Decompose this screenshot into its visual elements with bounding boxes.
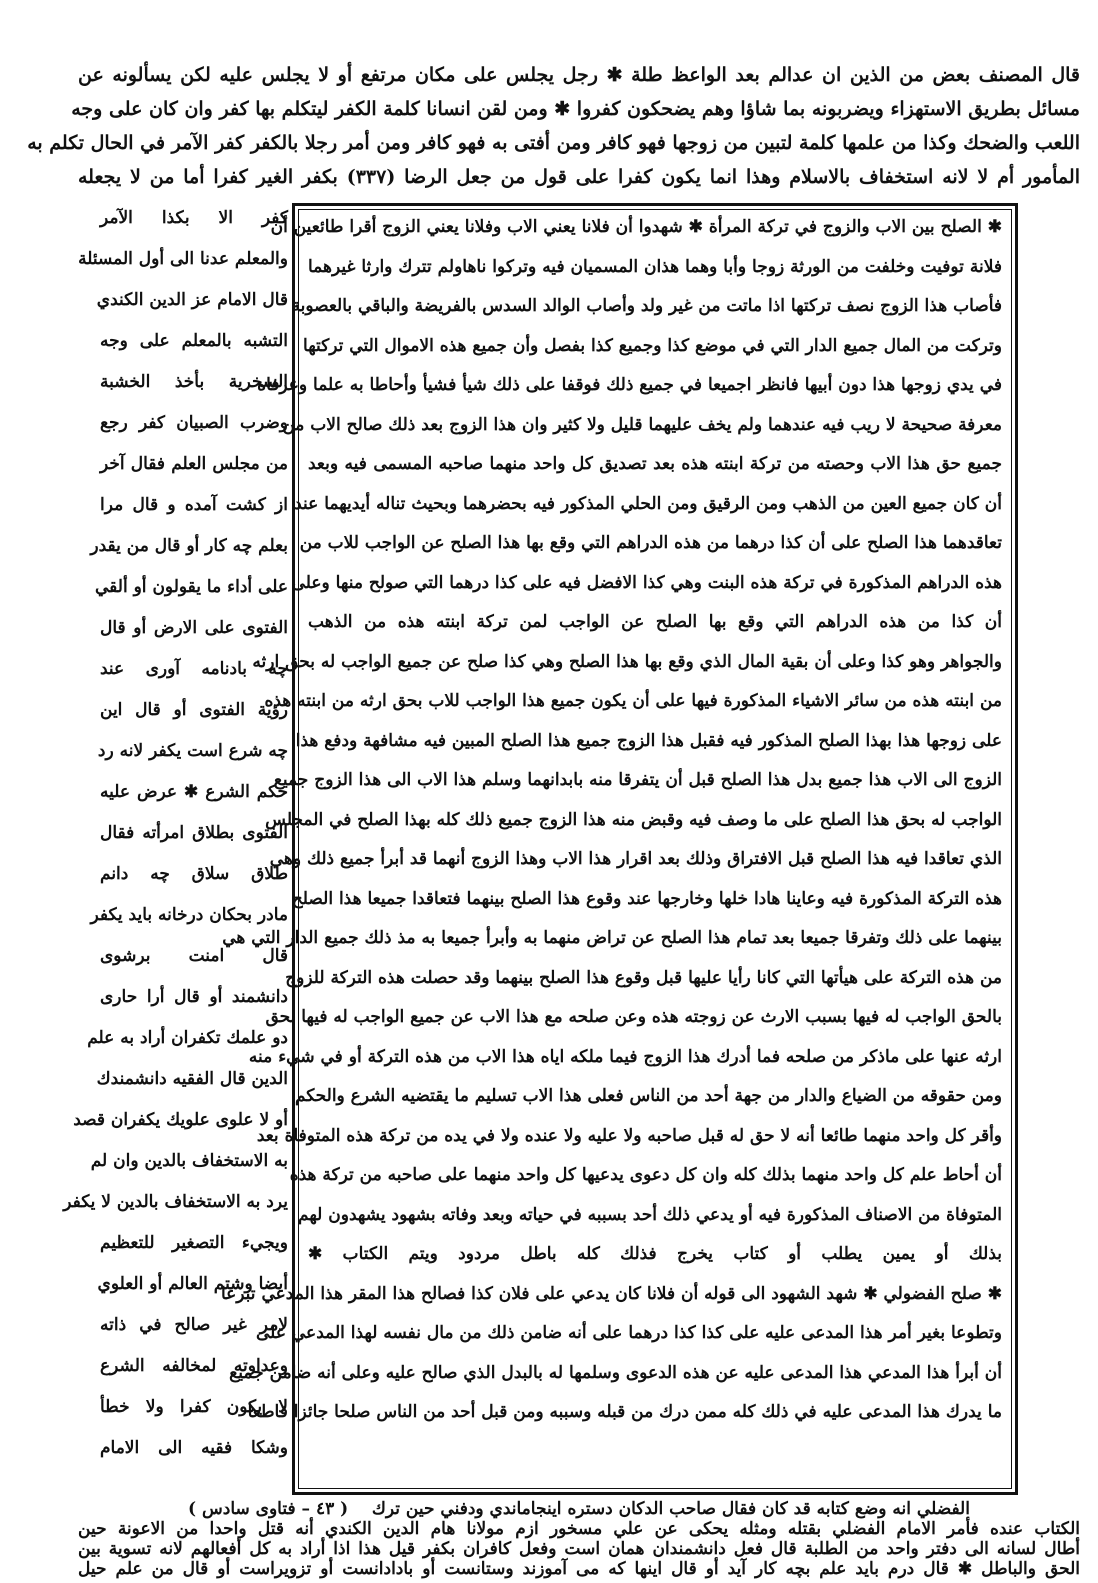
side-line-25: ويجيء التصغير للتعظيم (100, 1233, 288, 1253)
side-line-12: رؤية الفتوى أو قال اين (100, 700, 288, 720)
frame-line-13: على زوجها هذا بهذا الصلح المذكور فيه فقبل هذا الزوج جميع هذا الصلح المبين فيه مشافهة ودفع هذا (295, 730, 1002, 751)
top-text-block (27, 58, 1080, 198)
side-line-22: أو لا علوى علويك يكفران قصد (73, 1110, 288, 1130)
side-line-30: وشكا فقيه الى الامام (100, 1438, 288, 1458)
bottom-text-block (78, 1495, 1080, 1577)
side-line-19: دانشمند أو قال أرا حارى (100, 987, 288, 1007)
side-line-5: وضرب الصبيان كفر رجع (100, 413, 288, 433)
bottom-line-2: أطال لسانه الى دفتر واحد من الطلبة قال فعل دانشمندان همان است وفعل كافران بكفر قيل هذا اذا أراد به كل أفعالهم لانه تسوية بين (78, 1539, 1080, 1559)
frame-line-20: بالحق الواجب له فيها بسبب الارث عن زوجته هذه وعن صلحه مع هذا الاب عن جميع الواجب له فيها بحق (265, 1007, 1002, 1027)
frame-line-8: تعاقدهما هذا الصلح على أن كذا درهما من هذه الدراهم التي وقع بها هذا الصلح عن الواجب للاب من (299, 533, 1002, 553)
side-line-1: والمعلم عدنا الى أول المسئلة (78, 249, 288, 269)
marginal-text-block (220, 212, 1002, 1482)
top-line-0: قال المصنف بعض من الذين ان عدالم بعد الواعظ طلة ✱ رجل يجلس على مكان مرتفع أو لا يجلس عليه لكن يسألونه عن (78, 64, 1080, 86)
side-line-6: من مجلس العلم فقال آخر (100, 454, 288, 474)
side-line-9: على أداء ما يقولون أو ألقي (95, 577, 288, 597)
side-line-28: وعداوته لمخالفه الشرع (100, 1356, 288, 1376)
side-line-15: الفتوى بطلاق امرأته فقال (100, 823, 288, 843)
side-line-27: لامر غير صالح في ذاته (100, 1315, 288, 1335)
side-line-4: السخرية بأخذ الخشبة (100, 372, 288, 392)
side-line-13: چه شرع است يكفر لانه رد (97, 741, 288, 761)
frame-line-28: وتطوعا بغير أمر هذا المدعى عليه على كذا كذا درهما على أنه ضامن ذلك من مال نفسه لهذا المدعي على (256, 1323, 1002, 1343)
frame-line-19: من هذه التركة على هيأتها التي كانا رأيا عليها قبل وقوع هذا الصلح بينهما وقد حصلت هذه التركة للزوج (285, 967, 1002, 988)
page-number: ٤٣ (315, 1499, 335, 1519)
frame-line-4: في يدي زوجها هذا دون أبيها فانظر اجميعا في جميع ذلك فوقفا على ذلك شيأ فشيأ وأحاطا به علما وعرفاه (257, 375, 1002, 395)
side-line-11: چه بادنامه آورى عند (100, 659, 288, 679)
side-line-8: بعلم چه كار أو قال من يقدر (90, 536, 288, 556)
frame-line-30: ما يدرك هذا المدعى عليه في ذلك كله ممن درك من قبله وسببه ومن قبل أحد من الناس صلحا جائزا قاطعا (247, 1402, 1002, 1422)
side-line-29: لا يكون كفرا ولا خطأ (100, 1397, 288, 1417)
frame-line-1: فلانة توفيت وخلفت من الورثة زوجا وأبا وهما هذان المسميان فيه وتركوا ناهاولم تترك وارثا غيرهما (308, 256, 1002, 277)
frame-line-17: هذه التركة المذكورة فيه وعاينا هادا خلها وخارجها عند وقوع هذا الصلح بينهما فتعاقدا جميعا هذا الصلح (291, 888, 1002, 909)
frame-line-15: الواجب له بحق هذا الصلح على ما وصف فيه وقبض منه هذا الزوج جميع ذلك كله بهذا الصلح في المجلس (265, 809, 1002, 830)
side-line-14: حكم الشرع ✱ عرض عليه (100, 782, 288, 802)
frame-line-7: أن كان جميع العين من الذهب ومن الرقيق ومن الحلي المذكور فيه بحضرهما وبحيث تناله أيديهما عند (294, 493, 1002, 514)
side-line-2: قال الامام عز الدين الكندي (96, 290, 288, 310)
side-line-20: دو علمك تكفران أراد به علم (87, 1028, 288, 1048)
side-line-16: طلاق سلاق چه دانم (100, 864, 288, 884)
side-line-3: التشبه بالمعلم على وجه (100, 331, 288, 351)
frame-line-23: وأقر كل واحد منهما طائعا أنه لا حق له قبل صاحبه ولا عليه ولا عنده ولا في يده من تركة هذه المتوفاة بعد (256, 1125, 1002, 1146)
side-line-26: أيضا وشتم العالم أو العلوي (97, 1274, 288, 1294)
frame-line-3: وتركت من المال جميع الدار التي في موضع كذا وجميع كذا بفصل وأن جميع هذه الاموال التي تركتها (303, 335, 1002, 356)
frame-line-25: المتوفاة من الاصناف المذكورة فيه أو يدعي ذلك أحد بسببه في حياته وبعد وفاته بشهود يشهدون لهم (298, 1204, 1002, 1225)
frame-line-6: جميع حق هذا الاب وحصته من تركة ابنته هذه بعد تصديق كل واحد منهما صاحبه المسمى فيه وبعد (308, 454, 1002, 474)
frame-line-5: معرفة صحيحة لا ريب فيه عندهما ولم يخف عليهما قليل ولا كثير وان هذا الزوج بعد ذلك صالح الاب من (282, 414, 1002, 435)
top-line-2: اللعب والضحك وكذا من علمها كلمة لتبين من زوجها فهو كافر ومن أفتى به فهو كافر ومن أمر رجلا بالكفر كفر الآمر في الحال تكلم به (27, 132, 1080, 154)
bottom-first-line-left: الفضلي انه وضع كتابه قد كان فقال صاحب الدكان دستره اينجاماندي ودفني حين ترك (371, 1499, 970, 1519)
running-header: الفضلي انه وضع كتابه قد كان فقال صاحب الدكان دستره اينجاماندي ودفني حين ترك ( ٤٣ – فتاوى سادس ) (188, 1499, 970, 1519)
frame-line-9: هذه الدراهم المذكورة في تركة هذه البنت وهي كذا الافضل فيه على كذا درهما التي صولح منها وعلى (291, 572, 1002, 593)
frame-line-18: بينهما على ذلك وتفرقا جميعا بعد تمام هذا الصلح عن تراض منهما به وأبرأ جميعا به مذ ذلك جميع الدار التي هي (222, 928, 1002, 948)
side-line-7: از كشت آمده و قال مرا (100, 495, 288, 515)
bottom-line-3: الحق والباطل ✱ قال درم بايد علم بچه كار آيد أو قال اينها كه مى آموزند وستانست أو بادادانست أو تزويراست أو قال من علم حيل (78, 1559, 1080, 1579)
frame-line-11: والجواهر وهو كذا وعلى أن بقية المال الذي وقع بها هذا الصلح وهي كذا صلح عن جميع الواجب له بحق ارثه (252, 651, 1002, 672)
frame-line-12: من ابنته هذه من سائر الاشياء المذكورة فيها على أن يكون جميع هذا الواجب للاب بحق ارثه من ابنته هذه (264, 691, 1002, 711)
frame-line-26: بذلك أو يمين يطلب أو كتاب يخرج فذلك كله باطل مردود ويتم الكتاب ✱ (308, 1244, 1002, 1264)
running-title: فتاوى سادس (202, 1499, 296, 1519)
side-line-24: يرد به الاستخفاف بالدين لا يكفر (63, 1192, 288, 1212)
side-line-18: قال امنت برشوى (100, 946, 288, 966)
top-line-1: مسائل بطريق الاستهزاء ويضربونه بما شاؤا وهم يضحكون كفروا ✱ ومن لقن انسانا كلمة الكفر ليتكلم بها كفر وان كان على وجه (71, 98, 1080, 120)
frame-line-2: فأصاب هذا الزوج نصف تركتها اذا ماتت من غير ولد وأصاب الوالد السدس بالفريضة والباقي بالعصوبة (291, 296, 1002, 316)
frame-line-21: ارثه عنها على ماذكر من صلحه فما أدرك هذا الزوج فيما ملكه اياه هذا الاب من هذه التركة أو في شيء منه (248, 1046, 1002, 1067)
frame-line-0: ✱ الصلح بين الاب والزوج في تركة المرأة ✱ شهدوا أن فلانا يعني الاب وفلانا يعني الزوج أقرا طائعين أن (270, 217, 1002, 237)
frame-line-22: ومن حقوقه من الضياع والدار من جهة أحد من الناس فعلى هذا الاب تسليم ما يقتضيه الشرع والحكم (294, 1086, 1002, 1106)
side-line-21: الدين قال الفقيه دانشمندك (96, 1069, 288, 1089)
side-line-17: مادر بحكان درخانه بايد يكفر (90, 905, 288, 925)
top-line-3: المأمور أم لا لانه استخفاف بالاسلام وهذا انما يكون كفرا على قول من جعل الرضا (٣٣٧) بكفر الغير كفرا أما من لا يجعله (78, 166, 1080, 188)
frame-line-27: ✱ صلح الفضولي ✱ شهد الشهود الى قوله أن فلانا كان يدعي على فلان كذا فصالح هذا المقر هذا المدعي تبرعا (220, 1283, 1002, 1304)
side-line-0: كفر الا بكذا الآمر (100, 208, 288, 228)
frame-line-16: الذي تعاقدا فيه هذا الصلح قبل الافتراق وذلك بعد اقرار هذا الاب وهذا الزوج أنهما قد أبرأ جميع ذلك وهي (269, 849, 1002, 869)
frame-line-29: أن أبرأ هذا المدعي هذا المدعى عليه عن هذه الدعوى وسلمها له بالبدل الذي صالح عليه وعلى أنه ضامن جميع (229, 1362, 1002, 1383)
frame-line-14: الزوج الى الاب هذا جميع بدل هذا الصلح قبل أن يتفرقا منه بابدانهما وسلم هذا الاب الى هذا الزوج جميع (273, 770, 1002, 790)
side-line-23: به الاستخفاف بالدين وان لم (90, 1151, 288, 1171)
frame-line-24: أن أحاط علم كل واحد منهما بذلك كله وان كل دعوى يدعيها كل واحد منهما على صاحبه من تركة هذه (289, 1165, 1002, 1185)
frame-line-10: أن كذا من هذه الدراهم التي وقع بها الصلح عن الواجب لمن تركة ابنته هذه من الذهب (308, 612, 1002, 632)
side-line-10: الفتوى على الارض أو قال (100, 618, 288, 638)
bottom-line-1: الكتاب عنده فأمر الامام الفضلي بقتله ومثله يحكى عن علي مسخور ازم مولانا هام الدين الكندي أنه قتل واحدا من الاعونة حين (78, 1519, 1080, 1539)
